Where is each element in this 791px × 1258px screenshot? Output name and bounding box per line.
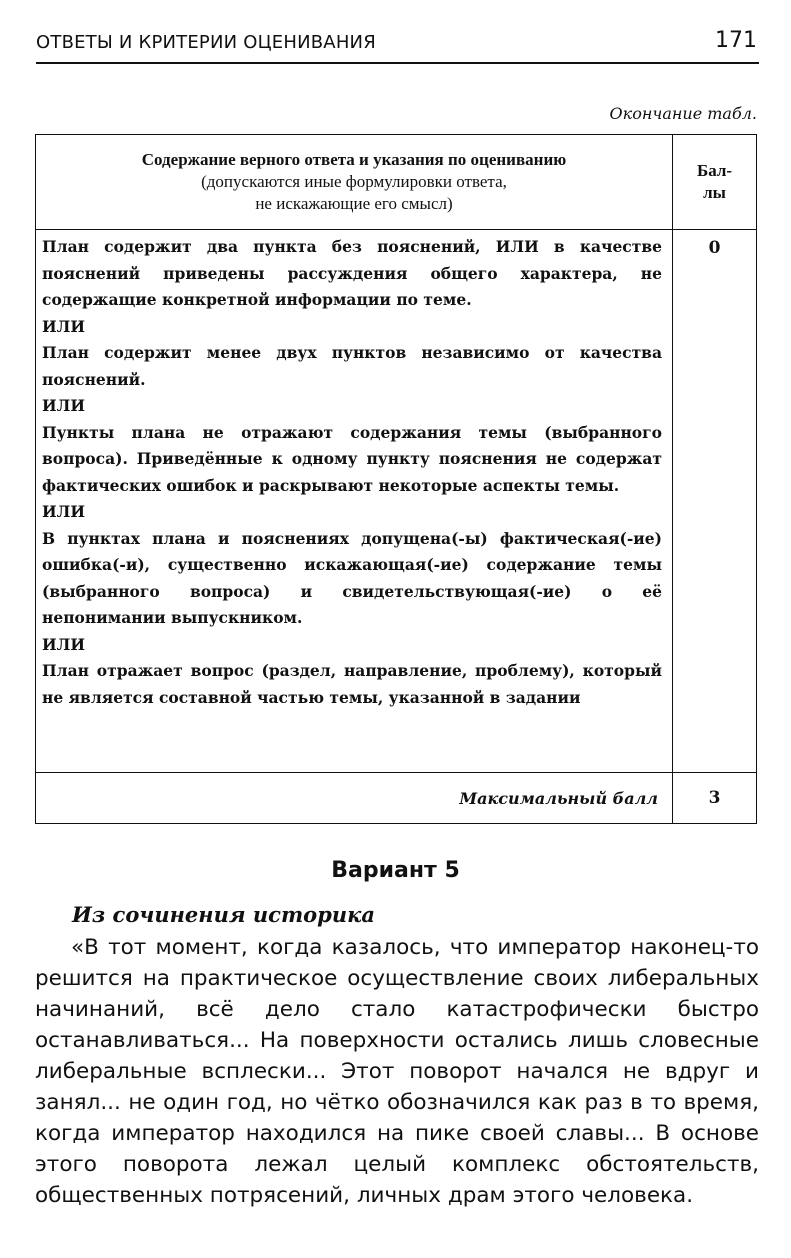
source-heading: Из сочинения историка [72, 902, 375, 927]
criterion-3: Пункты плана не отражают содержания темы (выбранного вопроса). Приведённые к одному пункту пояснения не содержат фактических ошибок и раскрывают некоторые аспекты темы. [42, 422, 662, 495]
criteria-table [35, 134, 757, 824]
table-row [36, 230, 757, 773]
header-content-title: Содержание верного ответа и указания по оцениванию [141, 150, 567, 169]
max-score-label: Максимальный балл [36, 773, 673, 824]
criterion-2: План содержит менее двух пунктов независимо от качества пояснений. [42, 343, 662, 389]
criterion-5: План отражает вопрос (раздел, направление, проблему), который не является составной частью темы, указанной в задании [42, 661, 662, 707]
criterion-1: План содержит два пункта без пояснений, ИЛИ в качестве пояснений приведены рассуждения общего характера, не содержащие конкретной информации по теме. [42, 237, 662, 309]
or-separator: ИЛИ [42, 316, 85, 336]
page-number: 171 [715, 28, 757, 53]
max-score-value: 3 [673, 773, 757, 824]
criterion-4: В пунктах плана и пояснениях допущена(-ы) фактическая(-ие) ошибка(-и), существенно искажающая(-ие) содержание темы (выбранного вопроса) и свидетельствующая(-ие) о её непонимании выпускником. [42, 528, 662, 627]
or-separator: ИЛИ [42, 396, 85, 415]
table-header-row [36, 135, 757, 230]
or-separator: ИЛИ [42, 502, 85, 521]
historian-quote: «В тот момент, когда казалось, что император наконец-то решится на практическое осуществление своих либеральных начинаний, всё дело стало катастрофически быстро останавливаться... На поверхности остались лишь словесные либеральные всплески... Этот поворот начался не вдруг и занял... не один год, но чётко обозначился как раз в то время, когда император находился на пике своей славы... В основе этого поворота лежал целый комплекс обстоятельств, общественных потрясений, личных драм этого человека. [35, 935, 759, 1208]
criteria-cell [36, 230, 673, 773]
running-title: ОТВЕТЫ И КРИТЕРИИ ОЦЕНИВАНИЯ [36, 32, 376, 53]
or-separator: ИЛИ [42, 634, 85, 654]
score-cell: 0 [673, 230, 757, 773]
header-content-line2: (допускаются иные формулировки ответа, [201, 172, 507, 191]
header-content-cell [36, 135, 673, 230]
running-header [36, 24, 759, 64]
max-score-row [36, 773, 757, 824]
header-score-line2: лы [703, 183, 726, 202]
table-continuation-note: Окончание табл. [609, 104, 757, 123]
header-content-line3: не искажающие его смысл) [255, 194, 453, 213]
header-score-cell [673, 135, 757, 230]
variant-heading: Вариант 5 [331, 858, 460, 883]
header-score-line1: Бал- [696, 161, 733, 180]
